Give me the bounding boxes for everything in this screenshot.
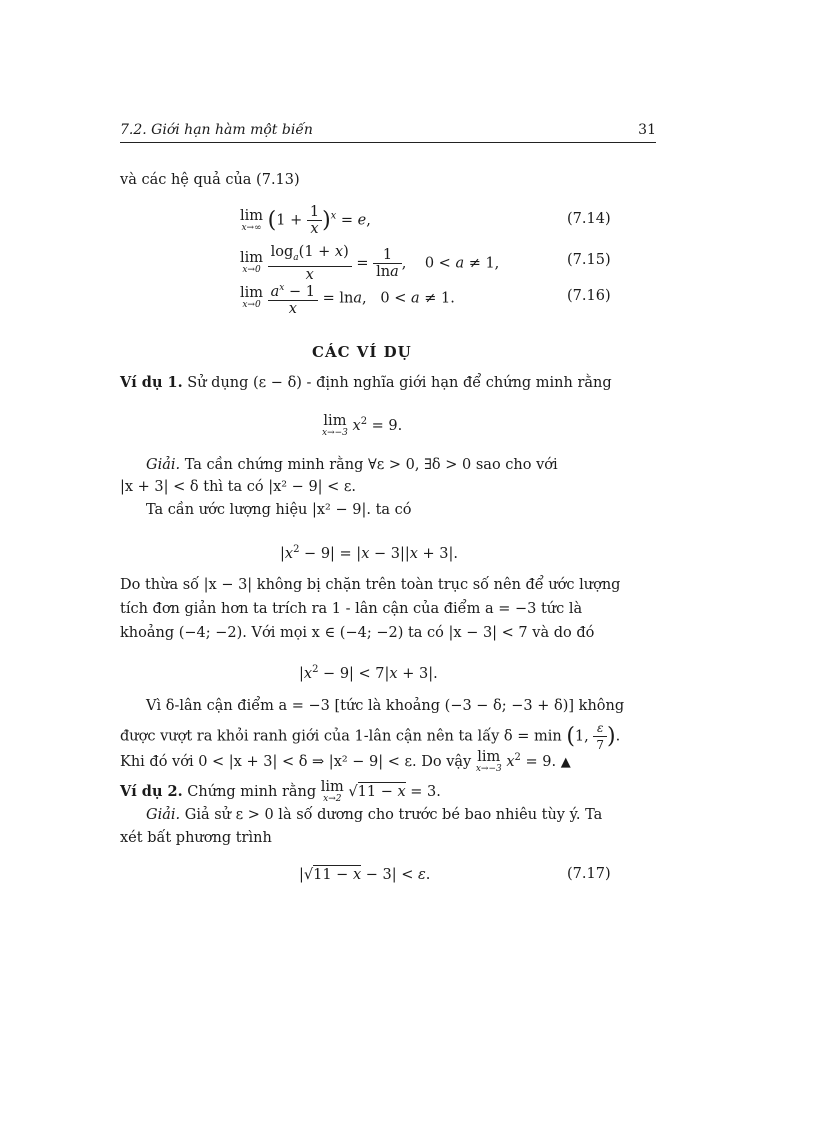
paragraph-line: khoảng (−4; −2). Với mọi x ∈ (−4; −2) ta có |x − 3| < 7 và do đó bbox=[120, 625, 595, 641]
example-label: Ví dụ 1. bbox=[120, 374, 183, 391]
equation-7-17: |√11 − x − 3| < ε. bbox=[299, 867, 431, 883]
solution-line: Ta cần ước lượng hiệu |x² − 9|. ta có bbox=[146, 502, 412, 518]
equation-7-15: lim x→0 $\frac{\log_a(1 + x)}{x}$ = $\frac{1}{\ln a}$ , 0 < a ≠ 1, bbox=[240, 244, 500, 283]
section-title: 7.2. Giới hạn hàm một biến bbox=[120, 122, 313, 138]
equation-factor: $|x^2 - 9| = |x - 3||x + 3|$. bbox=[280, 544, 459, 562]
paragraph-line: Vì δ-lân cận điểm a = −3 [tức là khoảng (−3 − δ; −3 + δ)] không bbox=[146, 698, 625, 714]
intro-text: và các hệ quả của (7.13) bbox=[120, 172, 300, 188]
page-number: 31 bbox=[638, 122, 656, 138]
equation-number: (7.15) bbox=[567, 252, 611, 268]
equation-number: (7.14) bbox=[567, 211, 611, 227]
running-header bbox=[120, 120, 656, 143]
paragraph-line: được vượt ra khỏi ranh giới của 1-lân cận nên ta lấy δ = min (1, $\frac{\varepsilon}{7}$ ). bbox=[120, 721, 621, 752]
equation-number: (7.17) bbox=[567, 866, 611, 882]
solution-line: |x + 3| < δ thì ta có |x² − 9| < ε. bbox=[120, 479, 357, 495]
example-2-statement: Ví dụ 2. Chứng minh rằng lim x→2 √11 − x = 3. bbox=[120, 779, 441, 804]
equation-limit-x2: lim x→−3 $x^2 = 9$. bbox=[322, 412, 403, 438]
equation-7-16: lim x→0 $\frac{a^x - 1}{x}$ = lna, 0 < a ≠ 1. bbox=[240, 280, 455, 317]
paragraph-line: Do thừa số |x − 3| không bị chặn trên toàn trục số nên để ước lượng bbox=[120, 577, 621, 593]
paragraph-line: Khi đó với 0 < |x + 3| < δ ⇒ |x² − 9| < ε. Do vậy lim x→−3 $x^2 = 9$. ▲ bbox=[120, 748, 571, 774]
end-of-proof-icon: ▲ bbox=[560, 754, 571, 770]
example-label: Ví dụ 2. bbox=[120, 783, 183, 800]
equation-bound: $|x^2 - 9| < 7|x + 3|$. bbox=[299, 664, 438, 682]
equation-number: (7.16) bbox=[567, 288, 611, 304]
solution-line: xét bất phương trình bbox=[120, 830, 272, 846]
example-1-statement: Ví dụ 1. Sử dụng (ε − δ) - định nghĩa giới hạn để chứng minh rằng bbox=[120, 374, 612, 391]
paragraph-line: tích đơn giản hơn ta trích ra 1 - lân cận của điểm a = −3 tức là bbox=[120, 601, 583, 617]
solution-line: Giải. Ta cần chứng minh rằng ∀ε > 0, ∃δ > 0 sao cho với bbox=[146, 457, 558, 473]
section-heading: CÁC VÍ DỤ bbox=[312, 343, 412, 361]
solution-line: Giải. Giả sử ε > 0 là số dương cho trước bé bao nhiêu tùy ý. Ta bbox=[146, 807, 603, 823]
equation-7-14: lim x→∞ (1 + $\frac{1}{x}$ )$^x$ = e, bbox=[240, 204, 371, 237]
